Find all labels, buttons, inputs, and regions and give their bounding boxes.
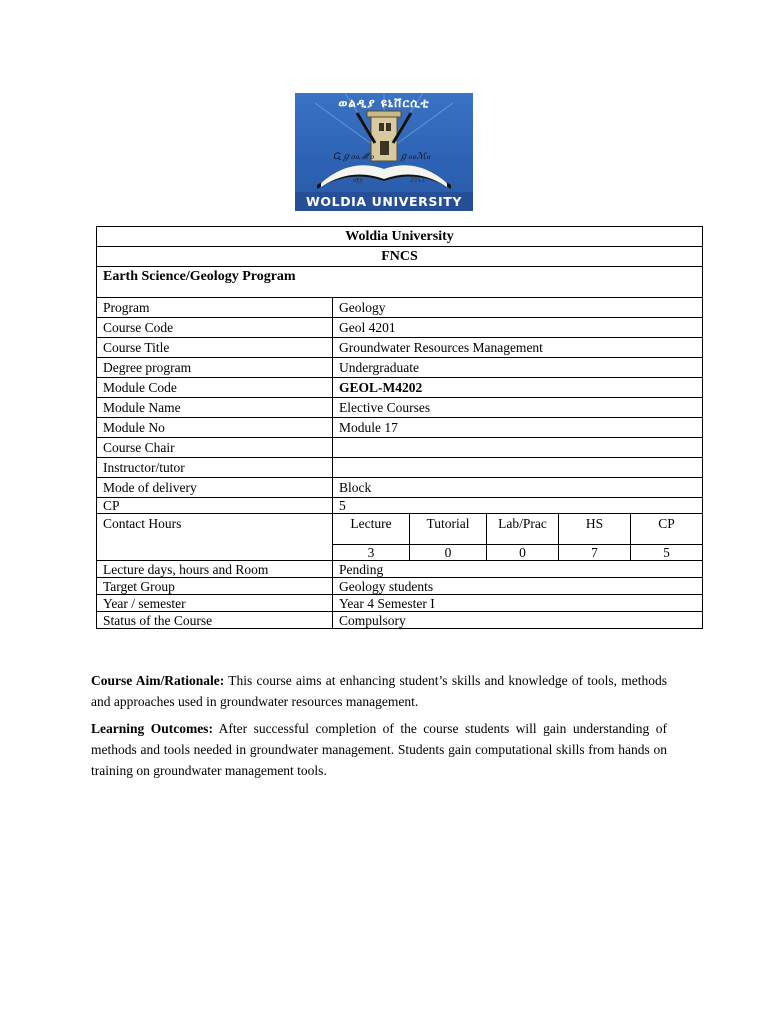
row-label: Status of the Course — [97, 612, 333, 629]
course-info-table — [96, 226, 703, 629]
logo-year-right: 2011 — [410, 177, 426, 184]
university-heading: Woldia University — [97, 227, 703, 247]
university-logo — [295, 93, 473, 211]
table-row — [97, 378, 703, 398]
row-label: CP — [97, 498, 333, 514]
contact-hours-column: Lecture — [333, 514, 410, 545]
logo-script-left: Ꮹℊℴℴℳℴ — [333, 152, 374, 162]
logo-script-right: ℊℴℴℳℴ — [399, 152, 431, 162]
row-label: Module Code — [97, 378, 333, 398]
table-row — [97, 247, 703, 267]
row-value — [333, 458, 703, 478]
logo-university-name: WOLDIA UNIVERSITY — [295, 192, 473, 211]
table-row — [97, 498, 703, 514]
row-value — [333, 438, 703, 458]
row-label: Course Code — [97, 318, 333, 338]
row-value: Module 17 — [333, 418, 703, 438]
table-row — [97, 338, 703, 358]
row-label: Mode of delivery — [97, 478, 333, 498]
learning-outcomes-heading: Learning Outcomes: — [91, 721, 213, 736]
row-value: Compulsory — [333, 612, 703, 629]
row-label: Target Group — [97, 578, 333, 595]
table-row — [97, 318, 703, 338]
row-label: Module Name — [97, 398, 333, 418]
table-row — [97, 612, 703, 629]
row-value: Undergraduate — [333, 358, 703, 378]
table-row — [97, 267, 703, 298]
table-row — [97, 358, 703, 378]
contact-hours-value: 0 — [487, 545, 559, 561]
row-label: Course Chair — [97, 438, 333, 458]
contact-hours-label: Contact Hours — [97, 514, 333, 561]
table-row — [97, 478, 703, 498]
row-label: Instructor/tutor — [97, 458, 333, 478]
contact-hours-value: 3 — [333, 545, 410, 561]
row-value: Groundwater Resources Management — [333, 338, 703, 358]
row-value: Geology students — [333, 578, 703, 595]
table-row — [97, 578, 703, 595]
contact-hours-column: Lab/Prac — [487, 514, 559, 545]
table-row — [97, 227, 703, 247]
logo-amharic-text: ወልዲያ ዩኒቨርሲቲ — [338, 96, 430, 110]
table-row — [97, 458, 703, 478]
course-aim-heading: Course Aim/Rationale: — [91, 673, 225, 688]
row-label: Program — [97, 298, 333, 318]
contact-hours-value: 5 — [631, 545, 703, 561]
contact-hours-value: 7 — [559, 545, 631, 561]
row-label: Year / semester — [97, 595, 333, 612]
contact-hours-value: 0 — [410, 545, 487, 561]
row-value: 5 — [333, 498, 703, 514]
table-row — [97, 561, 703, 578]
row-value: Block — [333, 478, 703, 498]
row-value: Pending — [333, 561, 703, 578]
course-aim-text: This course aims at enhancing student’s skills and knowledge of tools, methods and approaches used in groundwater resources management. — [91, 673, 667, 709]
learning-outcomes-paragraph — [91, 718, 667, 781]
row-value: Elective Courses — [333, 398, 703, 418]
table-row — [97, 514, 703, 545]
row-label: Lecture days, hours and Room — [97, 561, 333, 578]
row-value: Year 4 Semester I — [333, 595, 703, 612]
contact-hours-column: HS — [559, 514, 631, 545]
table-row — [97, 418, 703, 438]
program-heading: Earth Science/Geology Program — [97, 267, 703, 298]
row-label: Module No — [97, 418, 333, 438]
table-row — [97, 298, 703, 318]
module-code-value: GEOL-M4202 — [333, 378, 703, 398]
row-value: Geol 4201 — [333, 318, 703, 338]
learning-outcomes-text: After successful completion of the course students will gain understanding of methods and tools needed in groundwater management. Students gain computational skills from hands on training on groundwater management tools. — [91, 721, 667, 778]
faculty-heading: FNCS — [97, 247, 703, 267]
row-label: Degree program — [97, 358, 333, 378]
logo-year-left: ዘ፪፻ — [353, 177, 363, 184]
contact-hours-column: Tutorial — [410, 514, 487, 545]
row-label: Course Title — [97, 338, 333, 358]
table-row — [97, 438, 703, 458]
row-value: Geology — [333, 298, 703, 318]
course-aim-paragraph — [91, 670, 667, 712]
table-row — [97, 398, 703, 418]
table-row — [97, 595, 703, 612]
contact-hours-column: CP — [631, 514, 703, 545]
